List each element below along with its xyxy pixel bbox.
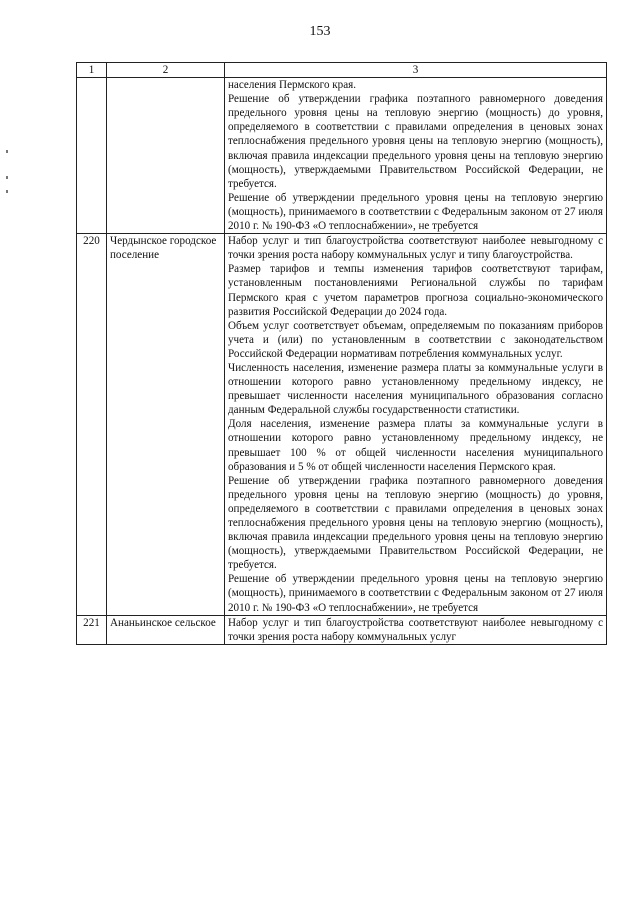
- scan-mark: [6, 150, 8, 153]
- paragraph: Решение об утверждении предельного уровня цены на тепловую энергию (мощность), принимаемого в соответствии с Федеральным законом от 27 июля 2010 г. № 190-ФЗ «О теплоснабжении», не требуется: [228, 191, 603, 233]
- table-row: [77, 78, 607, 234]
- scan-mark: [6, 190, 8, 193]
- paragraph: Решение об утверждении графика поэтапного равномерного доведения предельного уровня цены на тепловую энергию (мощность) до уровня, определяемого в соответствии с правилами определения в ценовых зонах теплоснабжения предельного уровня цены на тепловую энергию (мощность), включая правила индексации предельного уровня цены на тепловую энергию (мощность), утверждаемыми Правительством Российской Федерации, не требуется.: [228, 474, 603, 572]
- table-row: [77, 234, 607, 616]
- column-header: 1: [77, 63, 107, 78]
- paragraph: населения Пермского края.: [228, 79, 357, 92]
- row-number: 221: [77, 615, 107, 644]
- paragraph: Набор услуг и тип благоустройства соответствуют наиболее невыгодному с точки зрения роста набору коммунальных услуг: [228, 616, 603, 643]
- paragraph: Набор услуг и тип благоустройства соответствуют наиболее невыгодному с точки зрения роста набору коммунальных услуг и типу благоустройства.: [228, 235, 603, 262]
- paragraph: Объем услуг соответствует объемам, определяемым по показаниям приборов учета и (или) по установленным в соответствии с законодательством Российской Федерации нормативам потребления коммунальных услуг.: [228, 319, 603, 360]
- decision-text: [225, 78, 607, 234]
- paragraph: Решение об утверждении графика поэтапного равномерного доведения предельного уровня цены на тепловую энергию (мощность) до уровня, определяемого в соответствии с правилами определения в ценовых зонах теплоснабжения предельного уровня цены на тепловую энергию (мощность), включая правила индексации предельного уровня цены на тепловую энергию (мощность), утверждаемыми Правительством Российской Федерации, не требуется.: [228, 93, 603, 190]
- column-header: 2: [107, 63, 225, 78]
- paragraph: Доля населения, изменение размера платы за коммунальные услуги в отношении которого равно установленному предельному индексу, не превышает 100 % от общей численности населения муниципального образования и 5 % от общей численности населения Пермского края.: [228, 418, 603, 473]
- row-number: 220: [77, 234, 107, 616]
- scan-mark: [6, 176, 8, 179]
- paragraph: Численность населения, изменение размера платы за коммунальные услуги в отношении которого равно установленному предельному индексу, не превышает численности населения муниципального образования согласно данным Федеральной службы государственности статистики.: [228, 361, 603, 417]
- page-number: 153: [309, 24, 331, 39]
- municipality-name: Чердынское городское поселение: [107, 234, 225, 616]
- decision-text: [225, 234, 607, 616]
- table-row: [77, 615, 607, 644]
- paragraph: Решение об утверждении предельного уровня цены на тепловую энергию (мощность), принимаемого в соответствии с Федеральным законом от 27 июля 2010 г. № 190-ФЗ «О теплоснабжении», не требуется: [228, 573, 603, 614]
- column-header: 3: [225, 63, 607, 78]
- tariff-table: [76, 62, 607, 645]
- decision-text: [225, 615, 607, 644]
- table-header-row: [77, 63, 607, 78]
- paragraph: Размер тарифов и темпы изменения тарифов соответствуют тарифам, установленным постановлениями Региональной службы по тарифам Пермского края с учетом параметров прогноза социально-экономического развития Российской Федерации до 2024 года.: [228, 263, 603, 318]
- municipality-name: [107, 78, 225, 234]
- row-number: [77, 78, 107, 234]
- municipality-name: Ананьинское сельское: [107, 615, 225, 644]
